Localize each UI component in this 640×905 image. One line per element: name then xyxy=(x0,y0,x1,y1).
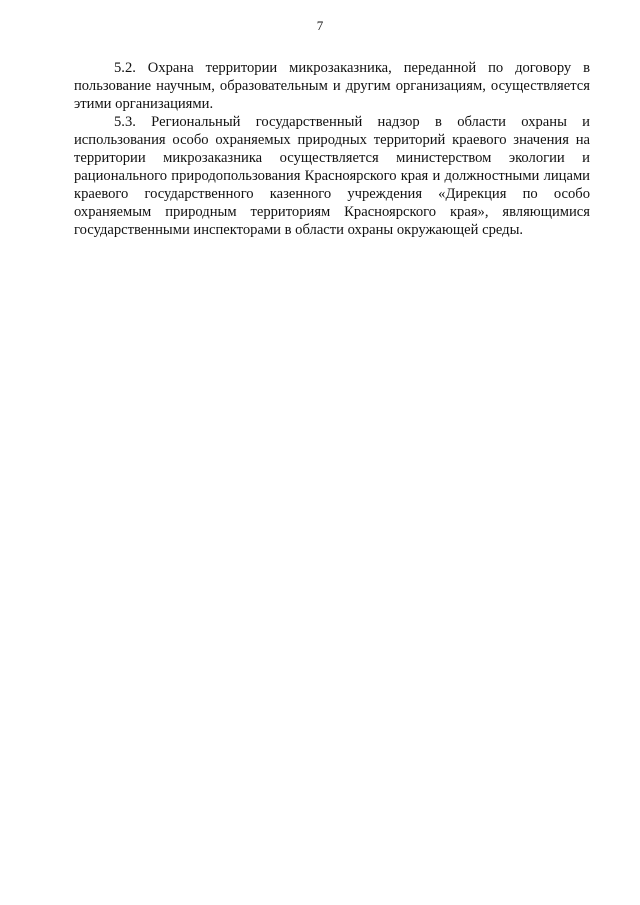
document-body xyxy=(74,59,590,239)
paragraph-5-2: 5.2. Охрана территории микрозаказника, переданной по договору в пользование научным, образовательным и другим организациям, осуществляется этими организациями. xyxy=(74,60,590,112)
page-number: 7 xyxy=(316,18,324,33)
paragraph-5-3: 5.3. Региональный государственный надзор в области охраны и использования особо охраняемых природных территорий краевого значения на территории микрозаказника осуществляется министерством экологии и рационального природопользования Красноярского края и должностными лицами краевого государственного казенного учреждения «Дирекция по особо охраняемым природным территориям Красноярского края», являющимися государственными инспекторами в области охраны окружающей среды. xyxy=(74,114,590,238)
